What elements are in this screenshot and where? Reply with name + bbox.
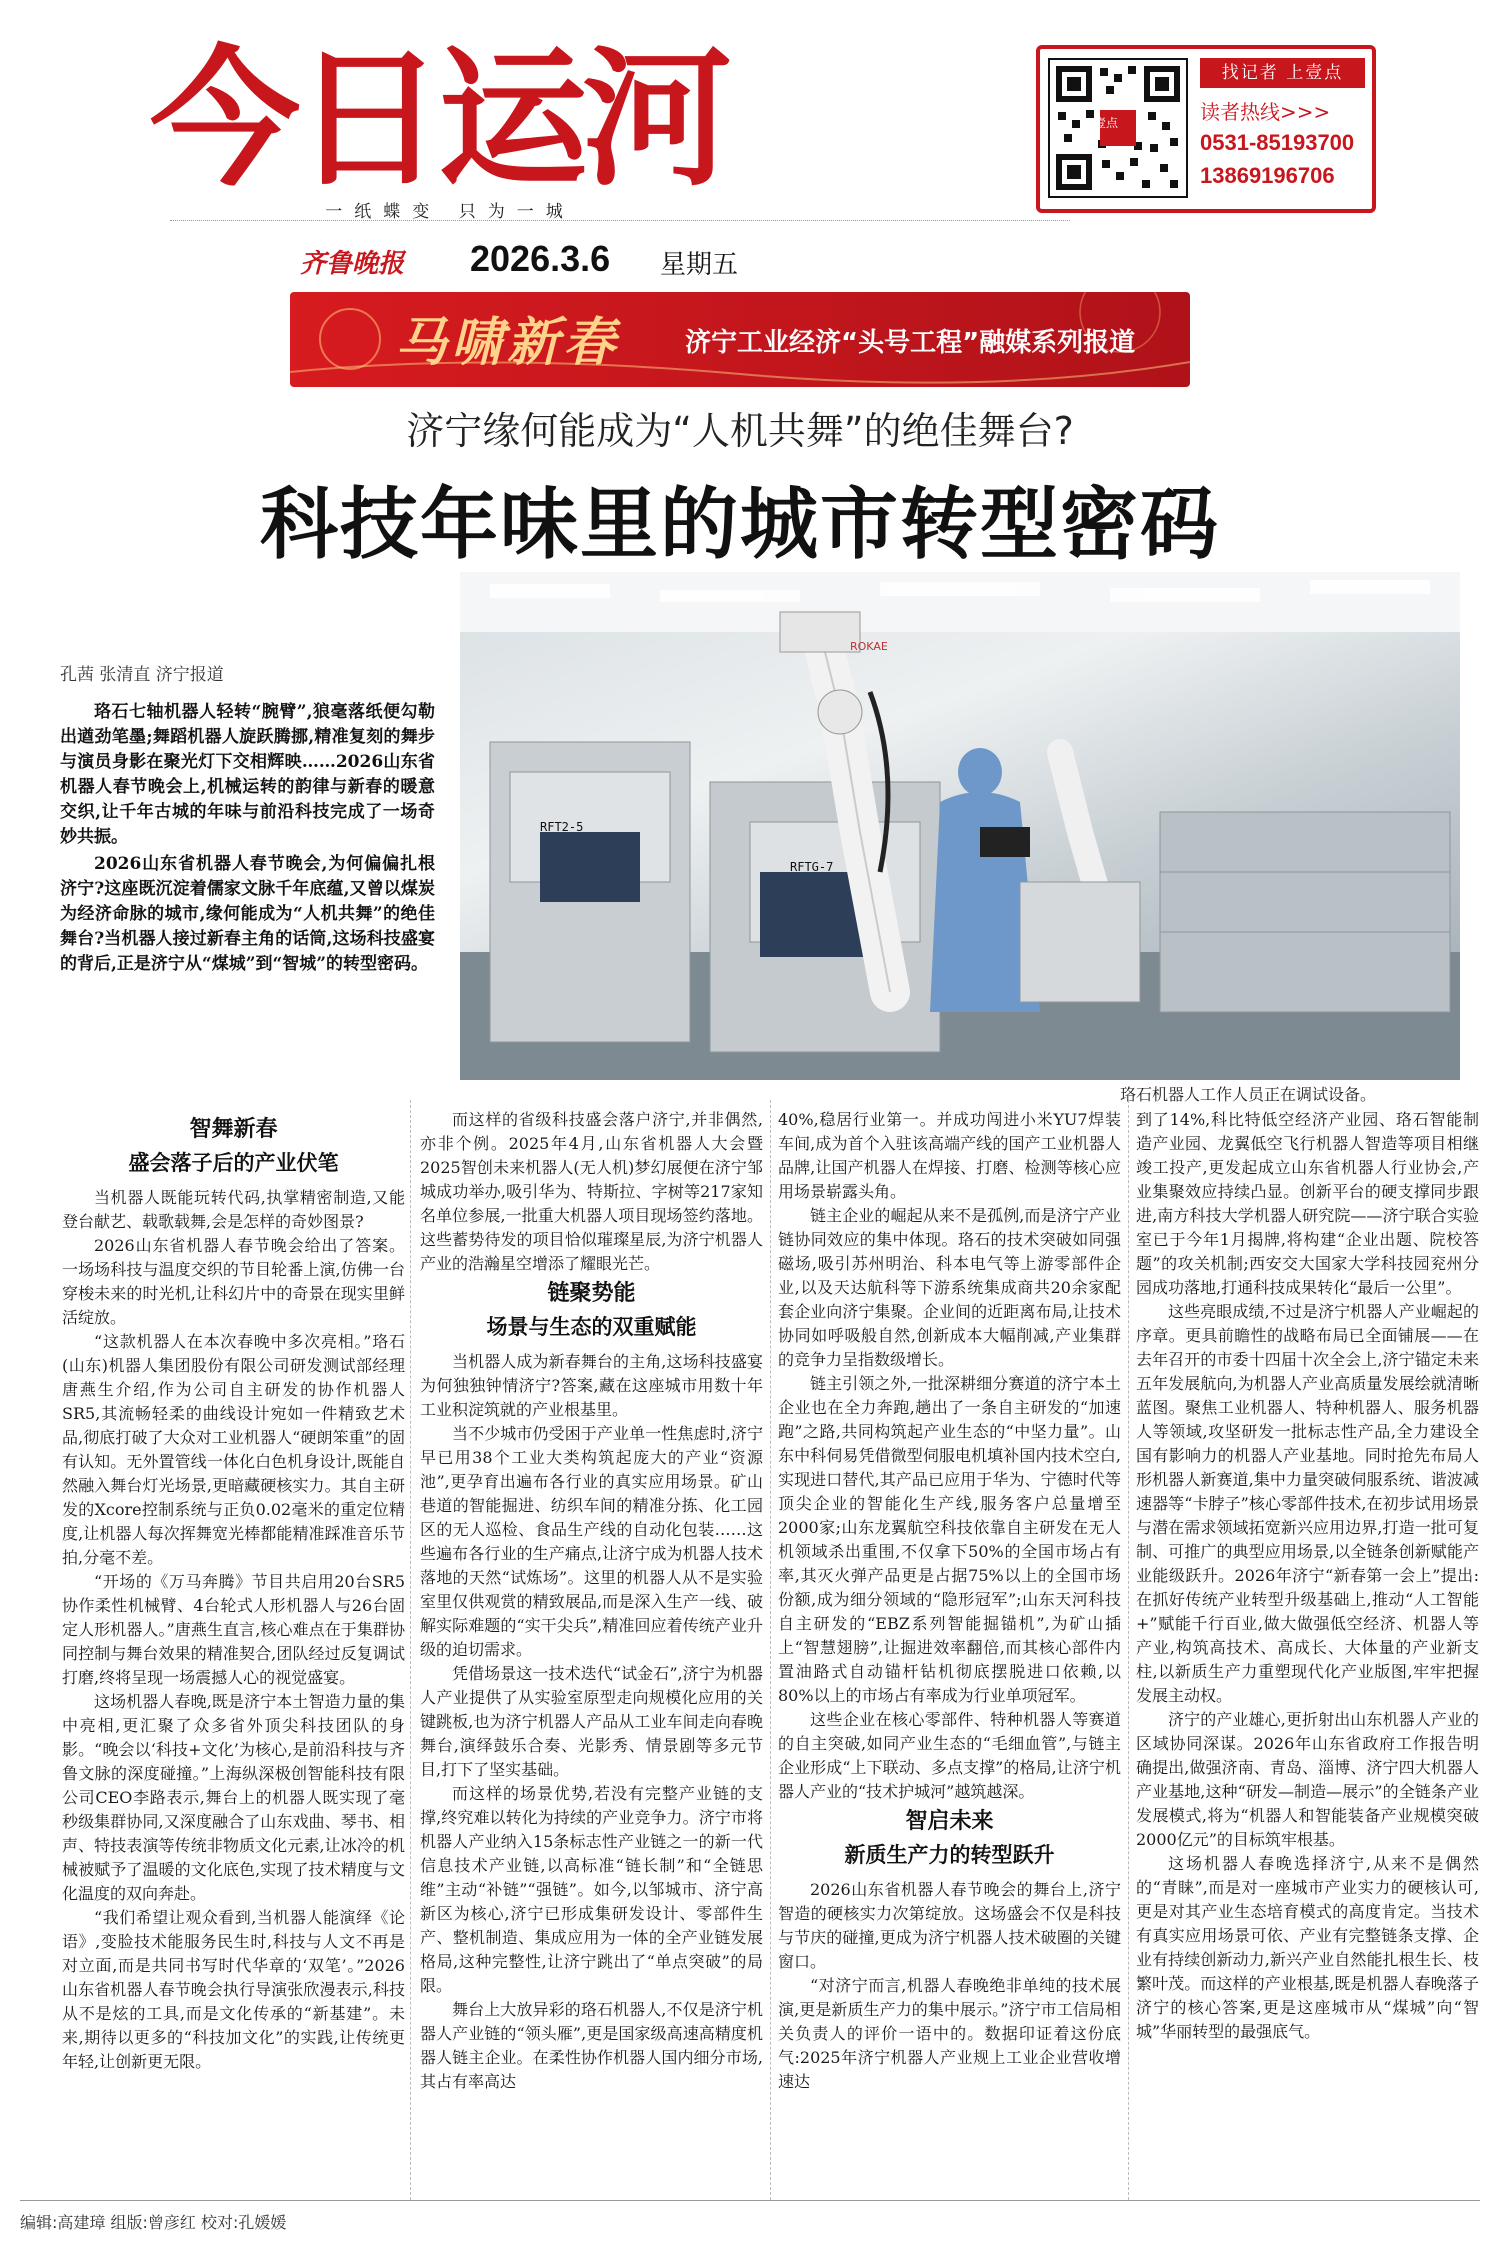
body-para: 这场机器人春晚,既是济宁本土智造力量的集中亮相,更汇聚了众多省外顶尖科技团队的身影。“晚会以‘科技+文化’为核心,是前沿科技与齐鲁文脉的深度碰撞。”上海纵深极创智能科技有限公司CEO李路表示,舞台上的机器人既实现了毫秒级集群协同,又深度融合了山东戏曲、琴书、相声、特技表演等传统非物质文化元素,让冰冷的机械被赋予了温暖的文化底色,实现了技术精度与文化温度的双向奔赴。 xyxy=(62,1692,405,1903)
column-divider xyxy=(1128,1100,1129,2200)
photo-label-1: RFT2-5 xyxy=(540,820,584,834)
article-byline: 孔茜 张清直 济宁报道 xyxy=(60,665,224,685)
hotline-tag: 找记者 上壹点 xyxy=(1200,58,1365,88)
section-title: 智启未来 xyxy=(905,1808,994,1834)
banner-title: 马啸新春 xyxy=(395,312,620,373)
newspaper-brand: 齐鲁晚报 xyxy=(300,249,405,279)
article-intro xyxy=(60,700,435,979)
photo-label-3: ROKAE xyxy=(850,640,888,653)
column-divider xyxy=(410,1100,411,2200)
body-para: 这些亮眼成绩,不过是济宁机器人产业崛起的序章。更具前瞻性的战略布局已全面铺展——在去年召开的市委十四届十次全会上,济宁锚定未来五年发展航向,为机器人产业高质量发展绘就清晰蓝图。聚焦工业机器人、特种机器人、服务机器人等领域,攻坚研发一批标志性产品,全力建设全国有影响力的机器人产业基地。同时抢先布局人形机器人新赛道,集中力量突破伺服系统、谐波减速器等“卡脖子”核心零部件技术,在初步试用场景与潜在需求领域拓宽新兴应用边界,打造一批可复制、可推广的典型应用场景,以全链条创新赋能产业能级跃升。2026年济宁“新春第一会上”提出:在抓好传统产业转型升级基础上,推动“人工智能+”赋能千行百业,做大做强低空经济、机器人等产业,构筑高技术、高成长、大体量的产业新支柱,以新质生产力重塑现代化产业版图,牢牢把握发展主动权。 xyxy=(1136,1302,1479,1705)
column-divider xyxy=(770,1100,771,2200)
body-para: 而这样的场景优势,若没有完整产业链的支撑,终究难以转化为持续的产业竞争力。济宁市将机器人产业纳入15条标志性产业链之一的新一代信息技术产业链,以高标准“链长制”和“全链思维”主动“补链”“强链”。如今,以邹城市、济宁高新区为核心,济宁已形成集研发设计、零部件生产、整机制造、集成应用为一体的全产业链发展格局,这种完整性,让济宁跳出了“单点突破”的局限。 xyxy=(420,1784,763,1995)
body-para: 链主引领之外,一批深耕细分赛道的济宁本土企业也在全力奔跑,趟出了一条自主研发的“加速跑”之路,共同构筑起产业生态的“中坚力量”。山东中科伺易凭借微型伺服电机填补国内技术空白,实现进口替代,其产品已应用于华为、宁德时代等顶尖企业的智能化生产线,服务客户总量增至2000家;山东龙翼航空科技依靠自主研发在无人机领域杀出重围,不仅拿下50%的全国市场占有率,其灭火弹产品更是占据75%以上的全国市场份额,成为细分领域的“隐形冠军”;山东天河科技自主研发的“EBZ系列智能掘锚机”,为矿山插上“智慧翅膀”,让掘进效率翻倍,而其核心部件内置油路式自动锚杆钻机彻底摆脱进口依赖,以80%以上的市场占有率成为行业单项冠军。 xyxy=(778,1374,1121,1705)
issue-date: 2026.3.6 xyxy=(470,238,611,279)
section-title: 智舞新春 xyxy=(189,1116,278,1142)
hotline-phone-1[interactable]: 0531-85193700 xyxy=(1200,130,1355,155)
banner-series-name: 济宁工业经济“头号工程”融媒系列报道 xyxy=(685,328,1136,358)
body-para: 当机器人成为新春舞台的主角,这场科技盛宴为何独独钟情济宁?答案,藏在这座城市用数十年工业积淀筑就的产业根基里。 xyxy=(420,1352,763,1419)
footer-rule xyxy=(20,2200,1480,2201)
body-para: 凭借场景这一技术迭代“试金石”,济宁为机器人产业提供了从实验室原型走向规模化应用的关键跳板,也为济宁机器人产品从工业车间走向春晚舞台,演绎鼓乐合奏、光影秀、情景剧等多元节目,打下了坚实基础。 xyxy=(420,1664,763,1779)
body-para: 当不少城市仍受困于产业单一性焦虑时,济宁早已用38个工业大类构筑起庞大的产业“资源池”,更孕育出遍布各行业的真实应用场景。矿山巷道的智能掘进、纺织车间的精准分拣、化工园区的无人巡检、食品生产线的自动化包装……这些遍布各行业的生产痛点,让济宁成为机器人技术落地的天然“试炼场”。这里的机器人从不是实验室里仅供观赏的精致展品,而是深入生产一线、破解实际难题的“实干尖兵”,精准回应着传统产业升级的迫切需求。 xyxy=(420,1424,763,1659)
body-para: “这款机器人在本次春晚中多次亮相。”珞石(山东)机器人集团股份有限公司研发测试部经理唐燕生介绍,作为公司自主研发的协作机器人SR5,其流畅轻柔的曲线设计宛如一件精致艺术品,彻底打破了大众对工业机器人“硬朗笨重”的固有认知。无外置管线一体化白色机身设计,既能自然融入舞台灯光场景,更暗藏硬核实力。其自主研发的Xcore控制系统与正负0.02毫米的重定位精度,让机器人每次挥舞宽光棒都能精准踩准音乐节拍,分毫不差。 xyxy=(62,1332,405,1567)
body-para: 舞台上大放异彩的珞石机器人,不仅是济宁机器人产业链的“领头雁”,更是国家级高速高精度机器人链主企业。在柔性协作机器人国内细分市场,其占有率高达 xyxy=(420,2000,763,2091)
article-column-2 xyxy=(420,1108,763,2094)
body-para: 2026山东省机器人春节晚会的舞台上,济宁智造的硬核实力次第绽放。这场盛会不仅是科技与节庆的碰撞,更成为济宁机器人技术破圈的关键窗口。 xyxy=(778,1880,1121,1971)
robot-lab-photo xyxy=(460,572,1460,1080)
photo-caption: 珞石机器人工作人员正在调试设备。 xyxy=(1120,1085,1377,1104)
editor-credits: 编辑:高建璋 组版:曾彦红 校对:孔媛媛 xyxy=(20,2213,287,2232)
article-column-3 xyxy=(778,1108,1121,2094)
section-subtitle: 新质生产力的转型跃升 xyxy=(844,1842,1055,1867)
hotline-phone-2[interactable]: 13869196706 xyxy=(1200,163,1335,188)
section-subtitle: 场景与生态的双重赋能 xyxy=(486,1314,697,1339)
article-column-4 xyxy=(1136,1108,1479,2044)
masthead-motto: 一纸蝶变 只为一城 xyxy=(325,202,575,222)
body-para: 当机器人既能玩转代码,执掌精密制造,又能登台献艺、载歌载舞,会是怎样的奇妙图景? xyxy=(62,1188,405,1231)
body-para: 济宁的产业雄心,更折射出山东机器人产业的区域协同深谋。2026年山东省政府工作报告明确提出,做强济南、青岛、淄博、济宁四大机器人产业基地,这种“研发—制造—展示”的全链条产业发展模式,将为“机器人和智能装备产业规模突破2000亿元”的目标筑牢根基。 xyxy=(1136,1710,1479,1849)
masthead-title: 今日运河 xyxy=(150,35,727,205)
body-para: 到了14%,科比特低空经济产业园、珞石智能制造产业园、龙翼低空飞行机器人智造等项目相继竣工投产,更发起成立山东省机器人行业协会,产业集聚效应持续凸显。创新平台的硬支撑同步跟进,南方科技大学机器人研究院——济宁联合实验室已于今年1月揭牌,将构建“企业出题、院校答题”的攻关机制;西安交大国家大学科技园兖州分园成功落地,打通科技成果转化“最后一公里”。 xyxy=(1136,1110,1479,1297)
section-subtitle: 盛会落子后的产业伏笔 xyxy=(128,1150,339,1175)
qr-badge: 壹点 xyxy=(1093,116,1118,130)
body-para: “我们希望让观众看到,当机器人能演绎《论语》,变脸技术能服务民生时,科技与人文不再是对立面,而是共同书写时代华章的‘双笔’。”2026山东省机器人春节晚会执行导演张欣漫表示,科技从不是炫的工具,而是文化传承的“新基建”。未来,期待以更多的“科技加文化”的实践,让传统更年轻,让创新更无限。 xyxy=(62,1908,405,2071)
hotline-label: 读者热线>>> xyxy=(1200,100,1331,124)
body-para: 这场机器人春晚选择济宁,从来不是偶然的“青睐”,而是对一座城市产业实力的硬核认可,更是对其产业生态培育模式的高度肯定。当技术有真实应用场景可依、产业有完整链条支撑、企业有持续创新动力,新兴产业自然能扎根生长、枝繁叶茂。而这样的产业根基,既是机器人春晚落子济宁的核心答案,更是这座城市从“煤城”向“智城”华丽转型的最强底气。 xyxy=(1136,1854,1479,2041)
body-para: 这些企业在核心零部件、特种机器人等赛道的自主突破,如同产业生态的“毛细血管”,与链主企业形成“上下联动、多点支撑”的格局,让济宁机器人产业的“技术护城河”越筑越深。 xyxy=(778,1710,1121,1801)
body-para: “开场的《万马奔腾》节目共启用20台SR5协作柔性机械臂、4台轮式人形机器人与26台固定人形机器人。”唐燕生直言,核心难点在于集群协同控制与舞台效果的精准契合,团队经过反复调试打磨,终将呈现一场震撼人心的视觉盛宴。 xyxy=(62,1572,405,1687)
photo-label-2: RFTG-7 xyxy=(790,860,834,874)
article-column-1 xyxy=(62,1112,405,2074)
section-title: 链聚势能 xyxy=(547,1280,636,1306)
intro-para: 珞石七轴机器人轻转“腕臂”,狼毫落纸便勾勒出遒劲笔墨;舞蹈机器人旋跃腾挪,精准复刻的舞步与演员身影在聚光灯下交相辉映……2026山东省机器人春节晚会上,机械运转的韵律与新春的暖意交织,让千年古城的年味与前沿科技完成了一场奇妙共振。 xyxy=(60,702,435,847)
body-para: 2026山东省机器人春节晚会给出了答案。一场场科技与温度交织的节目轮番上演,仿佛一台穿梭未来的时光机,让科幻片中的奇景在现实里鲜活绽放。 xyxy=(62,1236,405,1327)
article-subhead: 济宁缘何能成为“人机共舞”的绝佳舞台? xyxy=(406,409,1074,453)
intro-para: 2026山东省机器人春节晚会,为何偏偏扎根济宁?这座既沉淀着儒家文脉千年底蕴,又曾以煤炭为经济命脉的城市,缘何能成为“人机共舞”的绝佳舞台?当机器人接过新春主角的话筒,这场科技盛宴的背后,正是济宁从“煤城”到“智城”的转型密码。 xyxy=(60,854,435,974)
article-headline: 科技年味里的城市转型密码 xyxy=(259,479,1220,570)
body-para: 而这样的省级科技盛会落户济宁,并非偶然,亦非个例。2025年4月,山东省机器人大会暨2025智创未来机器人(无人机)梦幻展便在济宁邹城成功举办,吸引华为、特斯拉、字树等217家知名单位参展,一批重大机器人项目现场签约落地。这些蓄势待发的项目恰似璀璨星辰,为济宁机器人产业的浩瀚星空增添了耀眼光芒。 xyxy=(420,1110,763,1273)
body-para: 链主企业的崛起从来不是孤例,而是济宁产业链协同效应的集中体现。珞石的技术突破如同强磁场,吸引苏州明治、科本电气等上游零部件企业,以及天达航科等下游系统集成商共20余家配套企业向济宁集聚。企业间的近距离布局,让技术协同如呼吸般自然,创新成本大幅削减,产业集群的竞争力呈指数级增长。 xyxy=(778,1206,1121,1369)
masthead-divider xyxy=(170,220,1070,221)
body-para: 40%,稳居行业第一。并成功闯进小米YU7焊装车间,成为首个入驻该高端产线的国产工业机器人品牌,让国产机器人在焊接、打磨、检测等核心应用场景崭露头角。 xyxy=(778,1110,1121,1201)
body-para: “对济宁而言,机器人春晚绝非单纯的技术展演,更是新质生产力的集中展示。”济宁市工信局相关负责人的评价一语中的。数据印证着这份底气:2025年济宁机器人产业规上工业企业营收增速达 xyxy=(778,1976,1121,2091)
issue-weekday: 星期五 xyxy=(660,250,739,280)
